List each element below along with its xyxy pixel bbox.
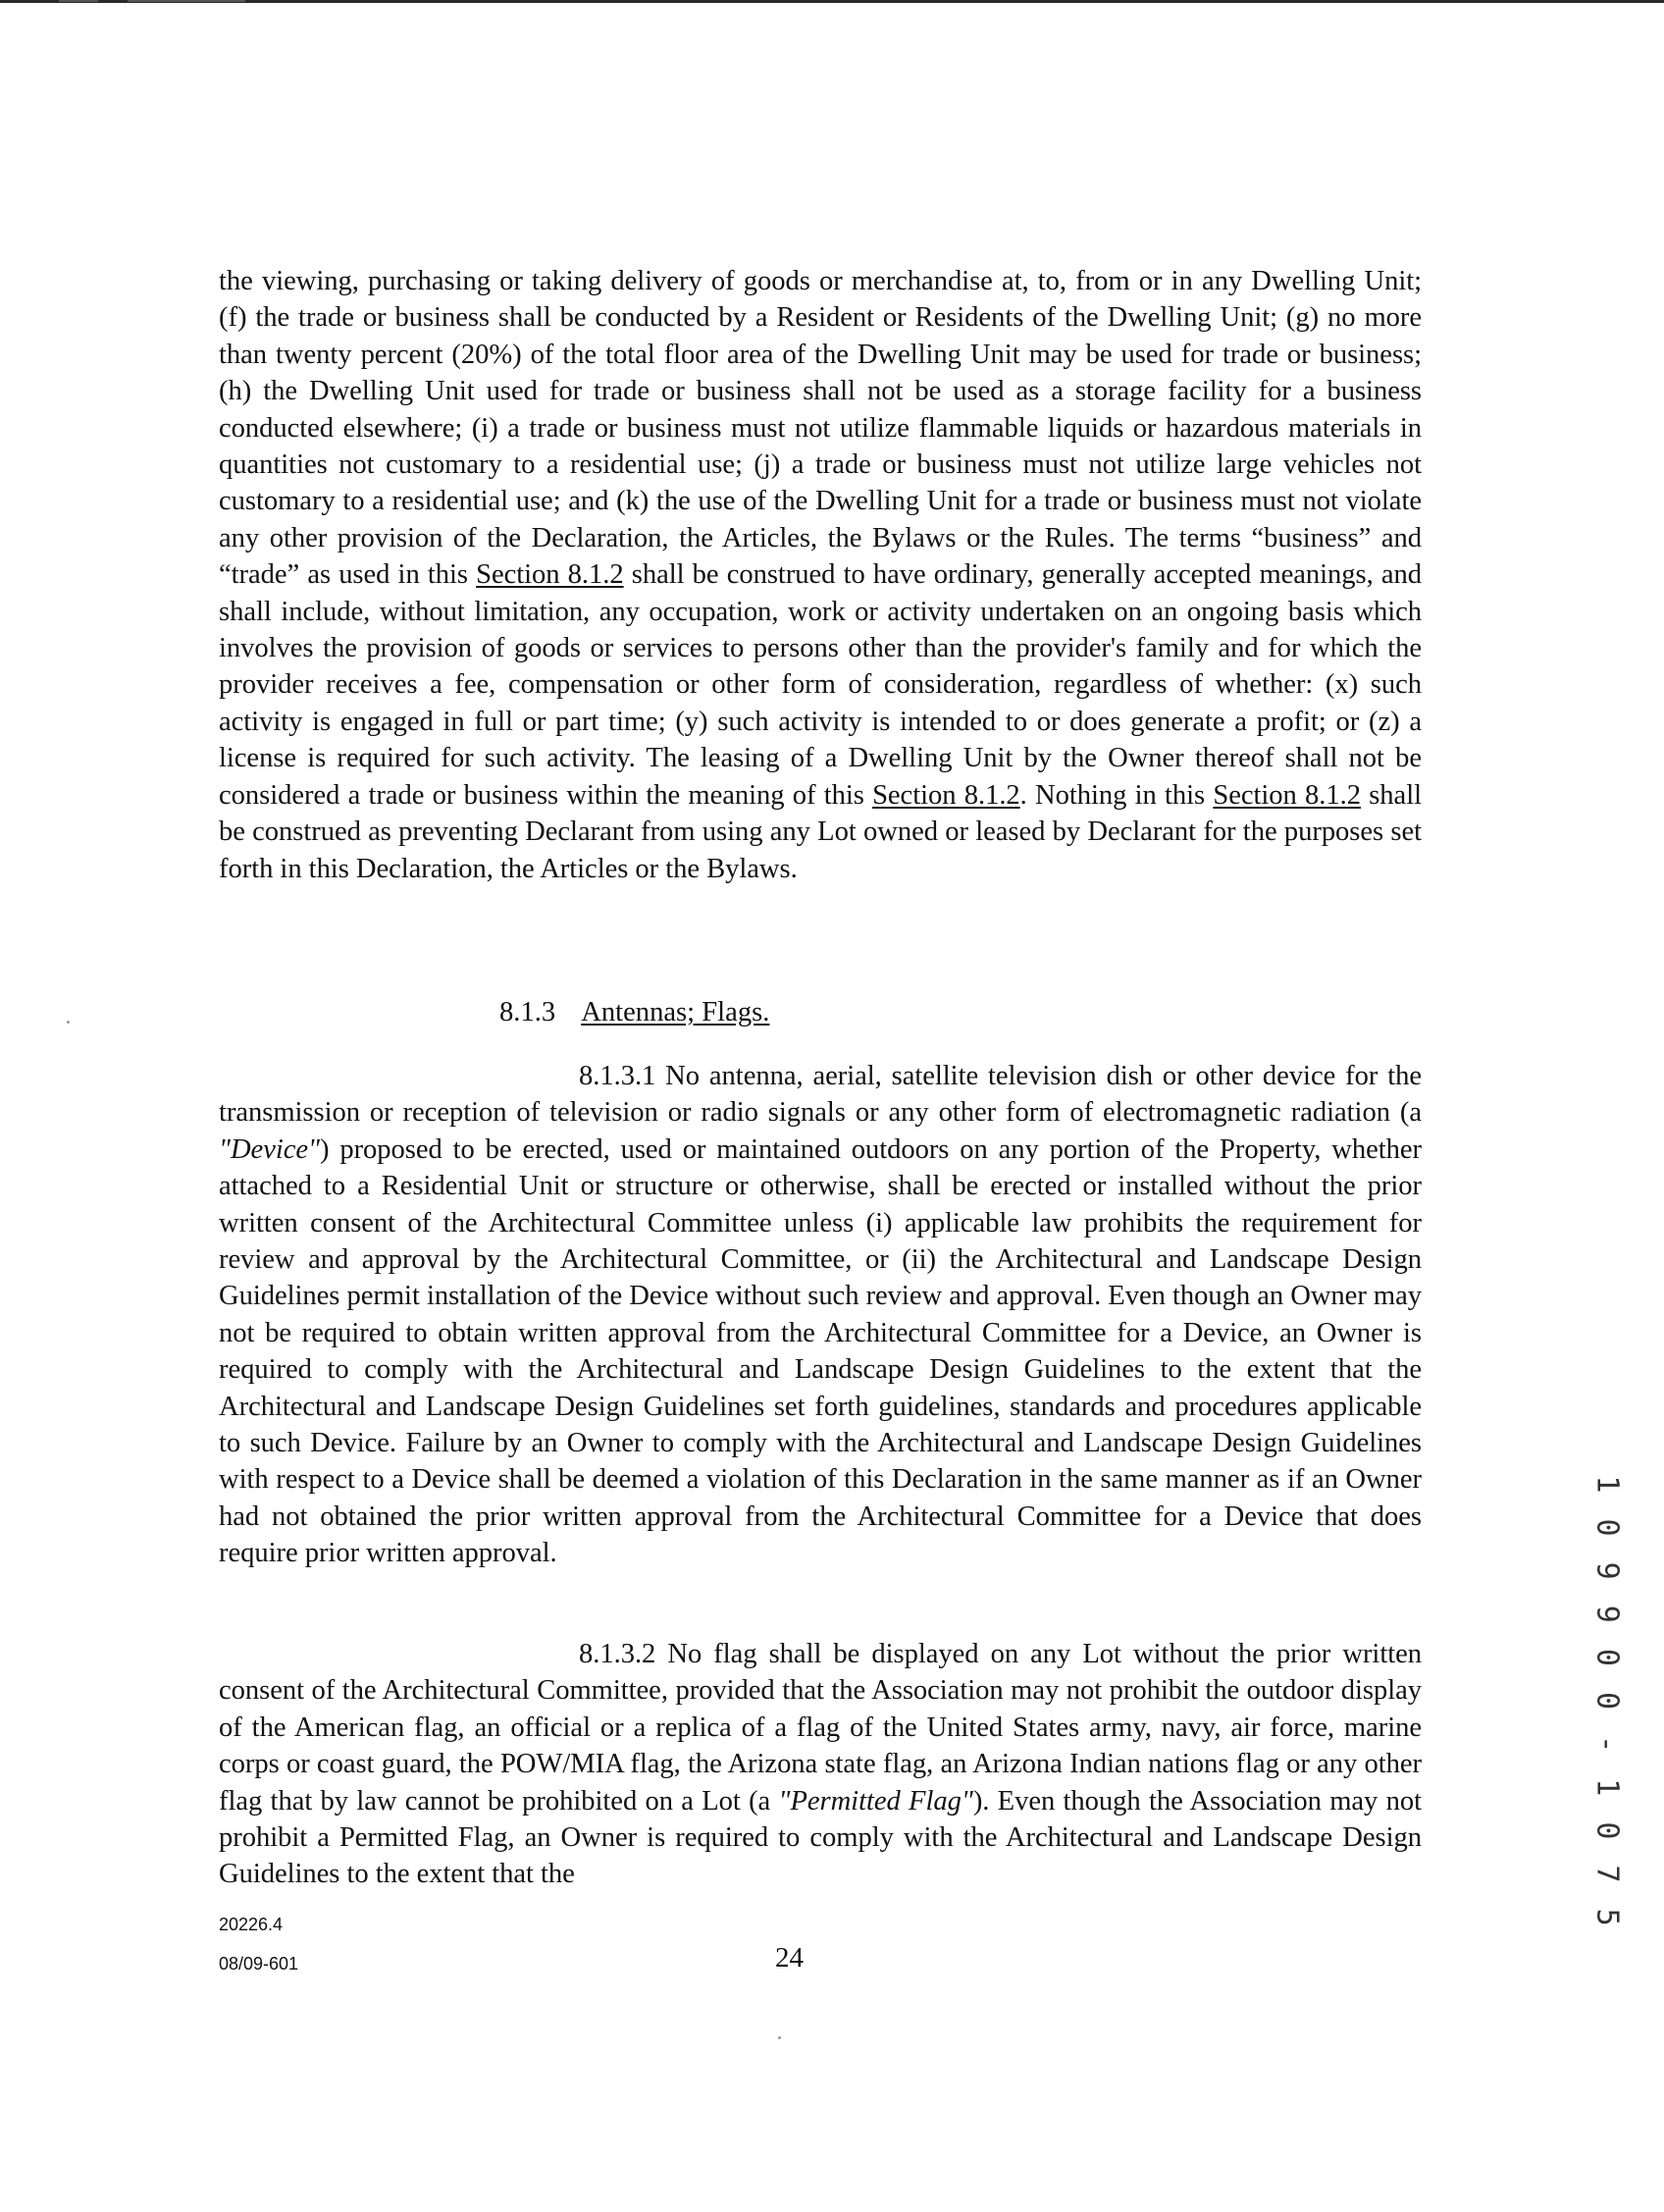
paragraph-text: ) proposed to be erected, used or maintained outdoors on any portion of the Property, whether attached to a Residential Unit or structure or otherwise, shall be erected or installed without the prior written consent of the Architectural Committee unless (i) applicable law prohibits the requirement for review and approval by the Architectural Committee, or (ii) the Architectural and Landscape Design Guidelines permit installation of the Device without such review and approval. Even though an Owner may not be required to obtain written approval from the Architectural Committee for a Device, an Owner is required to comply with the Architectural and Landscape Design Guidelines to the extent that the Architectural and Landscape Design Guidelines set forth guidelines, standards and procedures applicable to such Device. Failure by an Owner to comply with the Architectural and Landscape Design Guidelines with respect to a Device shall be deemed a violation of this Declaration in the same manner as if an Owner had not obtained the prior written approval from the Architectural Committee for a Device that does require prior written approval.: [219, 1133, 1422, 1569]
recording-stamp: [1587, 1475, 1627, 1930]
paragraph-continuation: [219, 263, 1422, 887]
document-code: 20226.4: [219, 1915, 284, 1934]
paragraph-text: shall be construed to have ordinary, generally accepted meanings, and shall include, without limitation, any occupation, work or activity undertaken on an ongoing basis which involves the provision of goods or services to persons other than the provider's family and for which the provider receives a fee, compensation or other form of consideration, regardless of whether: (x) such activity is engaged in full or part time; (y) such activity is intended to or does generate a profit; or (z) a license is required for such activity. The leasing of a Dwelling Unit by the Owner thereof shall not be considered a trade or business within the meaning of this: [219, 559, 1423, 811]
scan-speck: [67, 1021, 70, 1024]
paragraph-text: the viewing, purchasing or taking delivery of goods or merchandise at, to, from or in any Dwelling Unit; (f) the trade or business shall be conducted by a Resident or Residents of the Dwelling Unit; (g) no more than twenty percent (20%) of the total floor area of the Dwelling Unit may be used for trade or business; (h) the Dwelling Unit used for trade or business shall not be used as a storage facility for a business conducted elsewhere; (i) a trade or business must not utilize flammable liquids or hazardous materials in quantities not customary to a residential use; (j) a trade or business must not utilize large vehicles not customary to a residential use; and (k) the use of the Dwelling Unit for a trade or business must not violate any other provision of the Declaration, the Articles, the Bylaws or the Rules. The terms “business” and “trade” as used in this: [219, 266, 1422, 591]
paragraph-text: shall be construed as preventing Declarant from using any Lot owned or leased by Declarant for the purposes set forth in this Declaration, the Articles or the Bylaws.: [219, 779, 1422, 884]
recording-stamp-text: 1 0 9 9 0 0 - 1 0 7 5: [1589, 1475, 1625, 1930]
paragraph-text: ). Even though the Association may not prohibit a Permitted Flag, an Owner is required to comply with the Architectural and Landscape Design Guidelines to the extent that the: [219, 1785, 1422, 1890]
paragraph-8-1-3-2: [219, 1636, 1422, 1893]
scan-mark: [59, 0, 98, 2]
section-reference: Section 8.1.2: [1213, 779, 1361, 811]
paragraph-text: . Nothing in this: [1019, 779, 1214, 811]
section-title: Antennas; Flags.: [581, 997, 770, 1027]
page-number: 24: [775, 1942, 804, 1974]
scan-mark: [128, 0, 245, 2]
section-reference: Section 8.1.2: [872, 779, 1020, 811]
section-reference: Section 8.1.2: [476, 559, 624, 591]
defined-term: "Permitted Flag": [778, 1785, 973, 1817]
paragraph-8-1-3-1: [219, 1058, 1422, 1572]
section-heading: [499, 994, 769, 1030]
scan-speck: [778, 2036, 781, 2039]
top-scan-border: [0, 0, 1664, 3]
paragraph-text: 8.1.3.2 No flag shall be displayed on any Lot without the prior written consent of the Architectural Committee, provided that the Association may not prohibit the outdoor display of the American flag, an official or a replica of a flag of the United States army, navy, air force, marine corps or coast guard, the POW/MIA flag, the Arizona state flag, an Arizona Indian nations flag or any other flag that by law cannot be prohibited on a Lot (a: [219, 1639, 1422, 1817]
date-code: 08/09-601: [219, 1954, 299, 1974]
paragraph-text: 8.1.3.1 No antenna, aerial, satellite television dish or other device for the transmission or reception of television or radio signals or any other form of electromagnetic radiation (a: [219, 1061, 1422, 1129]
section-number: 8.1.3: [499, 997, 556, 1027]
defined-term: "Device": [219, 1133, 320, 1165]
